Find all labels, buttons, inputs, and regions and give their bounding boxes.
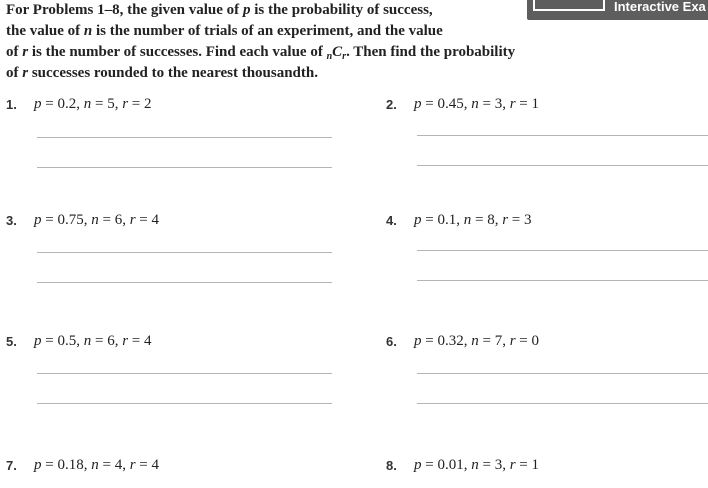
answer-line[interactable]: [37, 137, 332, 138]
answer-line[interactable]: [417, 373, 708, 374]
answer-line[interactable]: [417, 250, 708, 251]
problem-expression: p = 0.45, n = 3, r = 1: [414, 96, 539, 112]
problem-expression: p = 0.01, n = 3, r = 1: [414, 457, 539, 473]
problem-number: 8.: [386, 458, 397, 473]
problem-number: 6.: [386, 334, 397, 349]
problem-expression: p = 0.32, n = 7, r = 0: [414, 333, 539, 349]
answer-line[interactable]: [37, 252, 332, 253]
problem-expression: p = 0.2, n = 5, r = 2: [34, 96, 152, 112]
problem-number: 2.: [386, 97, 397, 112]
problem-number: 7.: [6, 458, 17, 473]
answer-line[interactable]: [417, 280, 708, 281]
answer-line[interactable]: [37, 403, 332, 404]
answer-line[interactable]: [37, 373, 332, 374]
problem-expression: p = 0.18, n = 4, r = 4: [34, 457, 159, 473]
answer-line[interactable]: [37, 167, 332, 168]
banner-label: Interactive Exa: [614, 0, 706, 14]
answer-line[interactable]: [417, 403, 708, 404]
answer-line[interactable]: [417, 135, 708, 136]
problem-number: 5.: [6, 334, 17, 349]
problem-number: 1.: [6, 97, 17, 112]
problem-number: 4.: [386, 213, 397, 228]
problem-number: 3.: [6, 213, 17, 228]
instructions-line-2: the value of n is the number of trials of an experiment, and the value: [6, 23, 443, 39]
answer-line[interactable]: [37, 282, 332, 283]
interactive-example-banner[interactable]: [527, 0, 708, 20]
instructions-line-3: of r is the number of successes. Find each value of $_nC_r$. Then find the probability: [6, 44, 516, 62]
instructions: [6, 0, 546, 84]
problem-expression: p = 0.5, n = 6, r = 4: [34, 333, 152, 349]
problem-expression: p = 0.75, n = 6, r = 4: [34, 212, 159, 228]
answer-line[interactable]: [417, 165, 708, 166]
monitor-icon: [533, 0, 605, 11]
instructions-line-4: of r successes rounded to the nearest thousandth.: [6, 65, 318, 81]
problem-expression: p = 0.1, n = 8, r = 3: [414, 212, 532, 228]
instructions-line-1: For Problems 1–8, the given value of p is the probability of success,: [6, 2, 433, 18]
